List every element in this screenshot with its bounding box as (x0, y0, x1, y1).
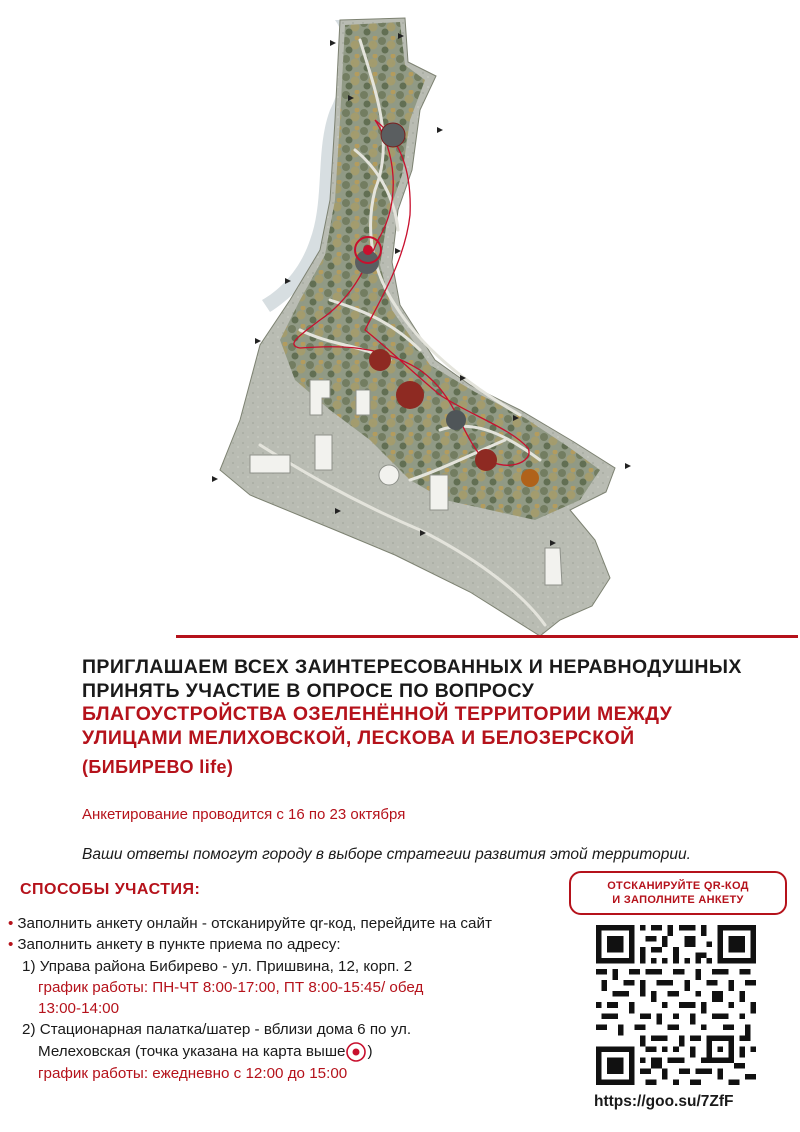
survey-link[interactable]: https://goo.su/7ZfF (594, 1093, 734, 1110)
point-1-lunch: 13:00-14:00 (38, 1000, 120, 1018)
bullet-icon: • (8, 915, 14, 932)
point-1-hours: график работы: ПН-ЧТ 8:00-17:00, ПТ 8:00-15:45/ обед (38, 978, 424, 996)
item-offline-text: Заполнить анкету в пункте приема по адресу: (17, 936, 341, 954)
territory-outline (220, 18, 615, 636)
qr-callout-line-2: И ЗАПОЛНИТЕ АНКЕТУ (612, 894, 744, 906)
qr-code-icon[interactable] (596, 925, 756, 1085)
title-line-1: ПРИГЛАШАЕМ ВСЕХ ЗАИНТЕРЕСОВАННЫХ И НЕРАВНОДУШНЫХ (82, 656, 742, 678)
point-1-address: 1) Управа района Бибирево - ул. Пришвина, 12, корп. 2 (22, 957, 413, 975)
point-2-street-text: Мелеховская (точка указана на карта выше (38, 1042, 346, 1060)
item-online-text: Заполнить анкету онлайн - отсканируйте qr-код, перейдите на сайт (17, 915, 492, 932)
point-2-hours: график работы: ежедневно с 12:00 до 15:00 (38, 1064, 348, 1082)
survey-dates: Анкетирование проводится с 16 по 23 октября (82, 806, 406, 823)
point-2-street-close: ) (367, 1042, 373, 1060)
title-line-4: УЛИЦАМИ МЕЛИХОВСКОЙ, ЛЕСКОВА И БЕЛОЗЕРСКОЙ (82, 726, 635, 749)
bullet-icon: • (8, 936, 14, 954)
ways-heading: СПОСОБЫ УЧАСТИЯ: (20, 881, 201, 898)
list-item-offline (8, 934, 578, 955)
list-item-online (8, 913, 578, 934)
title-line-3: БЛАГОУСТРОЙСТВА ОЗЕЛЕНЁННОЙ ТЕРРИТОРИИ МЕЖДУ (82, 703, 673, 725)
location-marker-icon (345, 1041, 367, 1063)
red-divider (176, 635, 798, 638)
project-name: (БИБИРЕВО life) (82, 757, 234, 777)
point-2-address: 2) Стационарная палатка/шатер - вблизи дома 6 по ул. (22, 1021, 412, 1039)
title-line-2: ПРИНЯТЬ УЧАСТИЕ В ОПРОСЕ ПО ВОПРОСУ (82, 679, 535, 702)
point-2-street (8, 1041, 578, 1063)
participation-list (8, 913, 578, 1084)
strategy-note: Ваши ответы помогут городу в выборе стратегии развития этой территории. (82, 846, 691, 863)
invitation-title (82, 656, 782, 780)
qr-callout-line-1: ОТСКАНИРУЙТЕ QR-КОД (607, 880, 749, 892)
scan-qr-callout (569, 871, 787, 915)
